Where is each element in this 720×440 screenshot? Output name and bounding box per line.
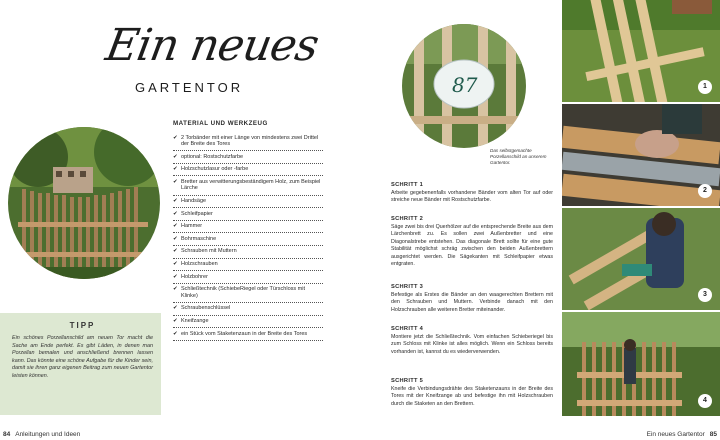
list-item: ✔ Schließtechnik (SchiebeRiegel oder Türschloss mit Klinke): [173, 284, 323, 303]
list-item: ✔ Bretter aus verwitterungsbeständigem Holz, zum Beispiel Lärche: [173, 176, 323, 195]
check-icon: ✔: [173, 153, 178, 160]
step-2: [391, 216, 553, 268]
step-photo-4: [562, 312, 720, 416]
tip-heading: TIPP: [69, 321, 96, 330]
step-photo-3: [562, 208, 720, 310]
title-script: Ein neues: [102, 20, 322, 71]
photo-badge-1: 1: [698, 80, 712, 94]
title-subtitle: GARTENTOR: [135, 80, 244, 95]
list-item: ✔ Holzschutzlasur oder -farbe: [173, 164, 323, 177]
list-item: ✔ Holzbohrer: [173, 271, 323, 284]
tip-text: Ein schönes Porzellanschild am neuen Tor macht die Sache am Ende perfekt. Es gibt Läden, in denen man Porzellan bemalen und anschließend brennen lassen kann. Das könnte eine schöne Aufgabe für die Kinder sein, damit sie ihren ganz eigenen Beitrag zum neuen Gartentor leisten können.: [12, 335, 153, 379]
check-icon: ✔: [173, 273, 178, 280]
step-heading: SCHRITT 5: [391, 378, 424, 384]
check-icon: ✔: [173, 261, 178, 268]
list-item: ✔ Schraubenschlüssel: [173, 303, 323, 316]
step-body: Befestige als Erstes die Bänder an den waagerechten Brettern mit den Schrauben und Muttern. Verbinde danach mit den Holzschrauben alle weiteren Bretter miteinander.: [391, 292, 553, 313]
check-icon: ✔: [173, 166, 178, 173]
step-body: Montiere jetzt die Schließtechnik. Vom einfachen Schieberiegel bis zum Schloss mit Klinke ist alles möglich. Wenn ein Schloss bereits vorhanden ist, kannst du es wiederverwenden.: [391, 334, 553, 355]
check-icon: ✔: [173, 286, 178, 293]
step-heading: SCHRITT 4: [391, 326, 424, 332]
footer-left: [3, 431, 80, 438]
materials-heading: MATERIAL UND WERKZEUG: [173, 120, 268, 127]
page-number-left: 84: [3, 431, 11, 438]
list-item: ✔ Holzschrauben: [173, 259, 323, 272]
list-item: ✔ Schrauben mit Muttern: [173, 246, 323, 259]
check-icon: ✔: [173, 134, 178, 141]
step-3: [391, 284, 553, 314]
tip-box: [0, 313, 161, 415]
list-item: ✔ Hammer: [173, 221, 323, 234]
list-item: ✔ optional: Rostschutzfarbe: [173, 151, 323, 164]
check-icon: ✔: [173, 305, 178, 312]
list-item: ✔ Schleifpapier: [173, 208, 323, 221]
list-item: ✔ Kneifzange: [173, 316, 323, 329]
check-icon: ✔: [173, 248, 178, 255]
footer-left-text: Anleitungen und Ideen: [15, 431, 81, 438]
check-icon: ✔: [173, 223, 178, 230]
step-4: [391, 326, 553, 356]
step-photo-2: [562, 104, 720, 206]
list-item: ✔ 2 Torbänder mit einer Länge von mindestens zwei Drittel der Breite des Tores: [173, 132, 323, 151]
garden-gate-photo: [8, 127, 160, 279]
step-heading: SCHRITT 3: [391, 284, 424, 290]
step-photo-1: [562, 0, 720, 102]
list-item: ✔ Handsäge: [173, 196, 323, 209]
step-body: Säge zwei bis drei Querhölzer auf die entsprechende Breite aus dem Lärchenbrett zu. Es sollen zwei Außenbretter und eine Diagonalstrebe entstehen. Das diagonale Brett sollte für eine gute Stabilität möglichst schräg zwischen den beiden Außenbrettern ausgerichtet werden. Die Sägekanten mit Schleifpapier etwas entgraten.: [391, 224, 553, 268]
step-heading: SCHRITT 1: [391, 182, 424, 188]
photo-caption: Das selbstgemachte Porzellanschild an unserem Gartentor.: [490, 148, 547, 165]
check-icon: ✔: [173, 210, 178, 217]
step-heading: SCHRITT 2: [391, 216, 424, 222]
list-item: ✔ ein Stück vom Staketenzaun in der Breite des Tores: [173, 328, 323, 341]
step-body: Kneife die Verbindungsdrähte des Staketenzauns in der Breite des Tores mit der Kneifzange ab und befestige ihn mit Holzschrauben durch die Staketen an den Brettern.: [391, 386, 553, 407]
check-icon: ✔: [173, 235, 178, 242]
list-item: ✔ Bohrmaschine: [173, 233, 323, 246]
photo-badge-2: 2: [698, 184, 712, 198]
check-icon: ✔: [173, 198, 178, 205]
step-5: [391, 378, 553, 408]
step-body: Arbeite gegebenenfalls vorhandene Bänder vom alten Tor auf oder streiche neue Bänder mit Rostschutzfarbe.: [391, 190, 553, 204]
photo-badge-4: 4: [698, 394, 712, 408]
footer-right: [647, 431, 717, 438]
step-1: [391, 182, 553, 205]
check-icon: ✔: [173, 178, 178, 185]
page-number-right: 85: [709, 431, 717, 438]
materials-list: [173, 132, 323, 341]
porcelain-sign-photo: [402, 24, 526, 148]
check-icon: ✔: [173, 330, 178, 337]
photo-badge-3: 3: [698, 288, 712, 302]
footer-right-text: Ein neues Gartentor: [646, 431, 705, 438]
sign-number: 87: [452, 73, 478, 97]
check-icon: ✔: [173, 318, 178, 324]
